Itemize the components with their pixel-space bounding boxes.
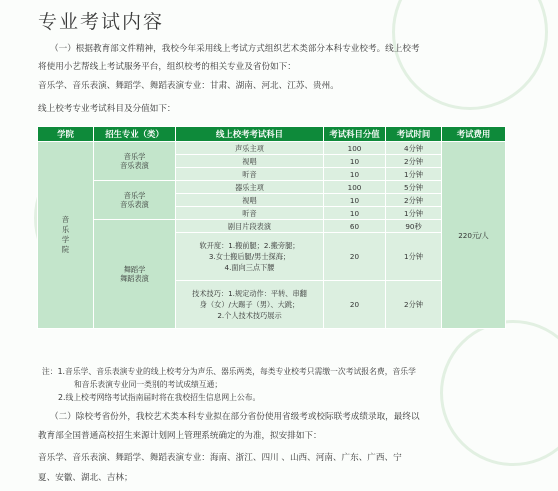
header-college: 学院: [38, 127, 94, 142]
subject-cell: 视唱: [176, 194, 324, 207]
header-major: 招生专业（类）: [94, 127, 176, 142]
table-row: [38, 220, 506, 233]
subject-cell: 软开度：1.搬前腿；2.搬旁腿； 3.女士搬后腿/男士探海； 4.面向三点下腰: [176, 233, 324, 281]
major-cell: 音乐学 音乐表演: [94, 142, 176, 181]
header-subject: 线上校考考试科目: [176, 127, 324, 142]
score-cell: 100: [324, 181, 386, 194]
subject-cell: 剧目片段表演: [176, 220, 324, 233]
score-cell: 20: [324, 281, 386, 329]
subject-cell: 听音: [176, 207, 324, 220]
score-cell: 10: [324, 194, 386, 207]
paragraph-line: 音乐学、音乐表演、舞蹈学、舞蹈表演专业：甘肃、湖南、河北、江苏、贵州。: [38, 81, 339, 91]
subject-cell: 视唱: [176, 155, 324, 168]
note-line: 注：1.音乐学、音乐表演专业的线上校考分为声乐、器乐两类，每类专业校考只需缴一次考试报名费，音乐学: [42, 367, 416, 376]
time-cell: 2分钟: [386, 194, 442, 207]
time-cell: 4分钟: [386, 142, 442, 155]
score-cell: 60: [324, 220, 386, 233]
time-cell: 2分钟: [386, 281, 442, 329]
score-cell: 10: [324, 168, 386, 181]
watermark-seal: [392, 0, 548, 110]
table-caption: 线上校考专业考试科目及分值如下：: [38, 104, 176, 114]
time-cell: 1分钟: [386, 207, 442, 220]
time-cell: 1分钟: [386, 233, 442, 281]
table-row: [38, 142, 506, 155]
score-cell: 10: [324, 155, 386, 168]
table-row: [38, 181, 506, 194]
subject-cell: 听音: [176, 168, 324, 181]
paragraph-line: 夏、安徽、湖北、吉林；: [38, 473, 133, 483]
major-cell: 音乐学 音乐表演: [94, 181, 176, 220]
paragraph-line: 教育部全国普通高校招生来源计划网上管理系统确定的为准，拟安排如下：: [38, 431, 322, 441]
paragraph-line: （一）根据教育部文件精神，我校今年采用线上考试方式组织艺术类部分本科专业校考。线上校考: [50, 44, 420, 54]
score-cell: 100: [324, 142, 386, 155]
table-header-row: [38, 127, 506, 142]
exam-table: [37, 126, 506, 329]
time-cell: 1分钟: [386, 168, 442, 181]
time-cell: 90秒: [386, 220, 442, 233]
subject-cell: 技术技巧：1.规定动作：平转、串翻 身（女）/大踢子（男）、大跳； 2.个人技术技巧展示: [176, 281, 324, 329]
subject-cell: 器乐主项: [176, 181, 324, 194]
paragraph-line: 将使用小艺帮线上考试服务平台，组织校考的相关专业及省份如下：: [38, 62, 296, 72]
header-score: 考试科目分值: [324, 127, 386, 142]
paragraph-line: （二）除校考省份外，我校艺术类本科专业拟在部分省份使用省级考或校际联考成绩录取，最终以: [50, 412, 420, 422]
time-cell: 5分钟: [386, 181, 442, 194]
time-cell: 2分钟: [386, 155, 442, 168]
note-line: 2.线上校考网络考试指南届时将在我校招生信息网上公布。: [58, 393, 261, 402]
page-title: 专业考试内容: [38, 11, 165, 33]
paragraph-line: 音乐学、音乐表演、舞蹈学、舞蹈表演专业：海南、浙江、四川 、山西、河南、广东、广西、宁: [38, 453, 402, 463]
subject-cell: 声乐主项: [176, 142, 324, 155]
notes-block: [42, 365, 542, 404]
major-cell: 舞蹈学 舞蹈表演: [94, 220, 176, 329]
header-time: 考试时间: [386, 127, 442, 142]
college-name: 音乐学院: [61, 215, 70, 254]
score-cell: 20: [324, 233, 386, 281]
fee-cell: 220元/人: [442, 142, 506, 329]
header-fee: 考试费用: [442, 127, 506, 142]
note-line: 和音乐表演专业同一类别的考试成绩互通；: [74, 380, 223, 389]
college-cell: [38, 142, 94, 329]
score-cell: 10: [324, 207, 386, 220]
